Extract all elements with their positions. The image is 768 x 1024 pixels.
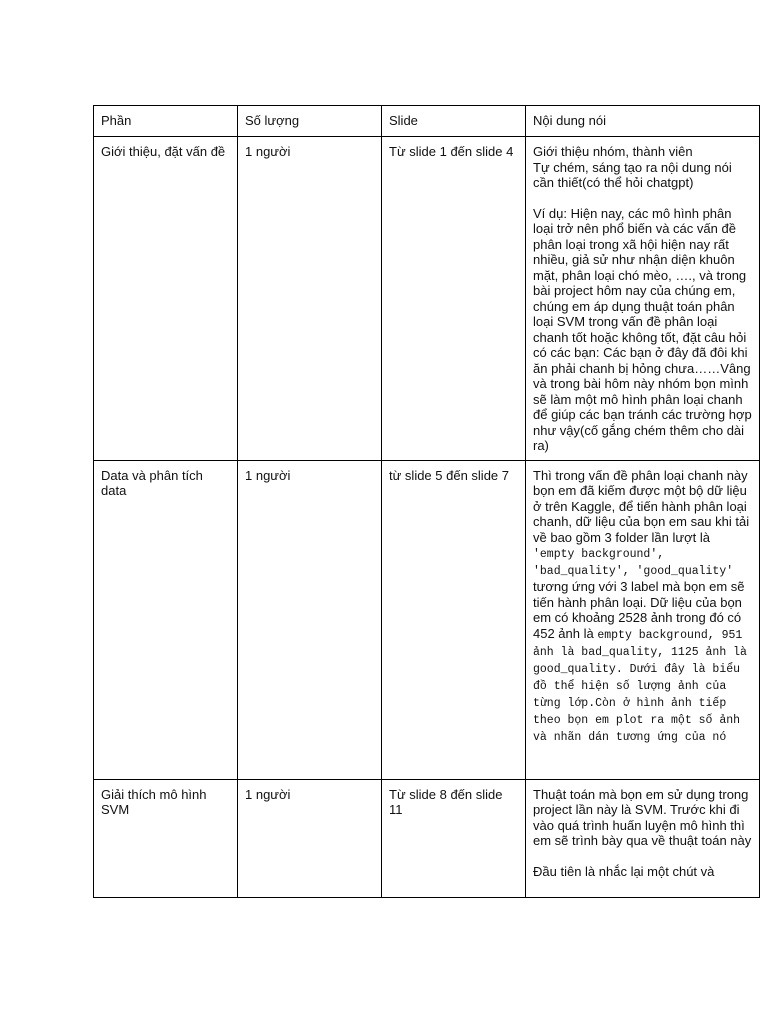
table-row — [94, 137, 760, 461]
content-paragraph — [533, 468, 753, 580]
header-slide: Slide — [382, 106, 526, 137]
count-cell: 1 người — [238, 137, 382, 461]
slides-cell: Từ slide 1 đến slide 4 — [382, 137, 526, 461]
content-text: tương ứng với 3 label mà bọn em sẽ tiến hành phân loại. Dữ liệu của bọn em có khoảng 2528 ảnh trong đó có 452 ảnh là — [533, 579, 745, 641]
content-paragraph: Thuật toán mà bọn em sử dụng trong project lần này là SVM. Trước khi đi vào quá trình huấn luyện mô hình thì em sẽ trình bày qua về thuật toán này — [533, 786, 752, 848]
folder-names-code: 'empty background', 'bad_quality', 'good_quality' — [533, 548, 734, 578]
content-paragraph — [533, 579, 753, 745]
content-cell — [526, 137, 760, 461]
content-cell — [526, 779, 760, 897]
content-paragraph: Tự chém, sáng tạo ra nội dung nói cần thiết(có thể hỏi chatgpt) — [533, 159, 732, 190]
presentation-plan-table — [93, 105, 760, 898]
paragraph-gap — [533, 849, 753, 864]
section-cell: Giới thiệu, đặt vấn đề — [94, 137, 238, 461]
slides-cell: từ slide 5 đến slide 7 — [382, 460, 526, 779]
header-content: Nội dung nói — [526, 106, 760, 137]
table-header-row — [94, 106, 760, 137]
table-row — [94, 460, 760, 779]
content-paragraph: Ví dụ: Hiện nay, các mô hình phân loại trở nên phổ biến và các vấn đề phân loại trong xã hội hiện nay rất nhiều, giả sử như nhận diện khuôn mặt, phân loại chó mèo, …., và trong bài project hôm nay của chúng em, chúng em áp dụng thuật toán phân loại SVM trong vấn đề phân loại chanh tốt hoặc không tốt, đặt câu hỏi có các bạn: Các bạn ở đây đã đôi khi ăn phải chanh bị hỏng chưa……Vâng và trong bài hôm này nhóm bọn mình sẽ làm một mô hình phân loại chanh để giúp các bạn tránh các trường hợp như vậy(cố gắng chém thêm cho dài ra) — [533, 205, 752, 453]
table-row — [94, 779, 760, 897]
count-cell: 1 người — [238, 779, 382, 897]
count-cell: 1 người — [238, 460, 382, 779]
section-cell: Giải thích mô hình SVM — [94, 779, 238, 897]
image-counts-code: empty background, 951 ảnh là bad_quality, 1125 ảnh là good_quality. Dưới đây là biểu đồ thể hiện số lượng ảnh của từng lớp.Còn ở hình ảnh tiếp theo bọn em plot ra một số ảnh và nhãn dán tương ứng của nó — [533, 628, 747, 744]
content-cell — [526, 460, 760, 779]
slides-cell: Từ slide 8 đến slide 11 — [382, 779, 526, 897]
content-paragraph: Đầu tiên là nhắc lại một chút và — [533, 863, 715, 879]
paragraph-gap — [533, 191, 753, 206]
header-section: Phần — [94, 106, 238, 137]
header-count: Số lượng — [238, 106, 382, 137]
section-cell: Data và phân tích data — [94, 460, 238, 779]
content-text: Thì trong vấn đề phân loại chanh này bọn em đã kiếm được một bộ dữ liệu ở trên Kaggle, để tiến hành phân loại chanh, dữ liệu của bọn em sau khi tải về bao gồm 3 folder lần lượt là — [533, 467, 750, 545]
content-paragraph: Giới thiệu nhóm, thành viên — [533, 144, 693, 159]
